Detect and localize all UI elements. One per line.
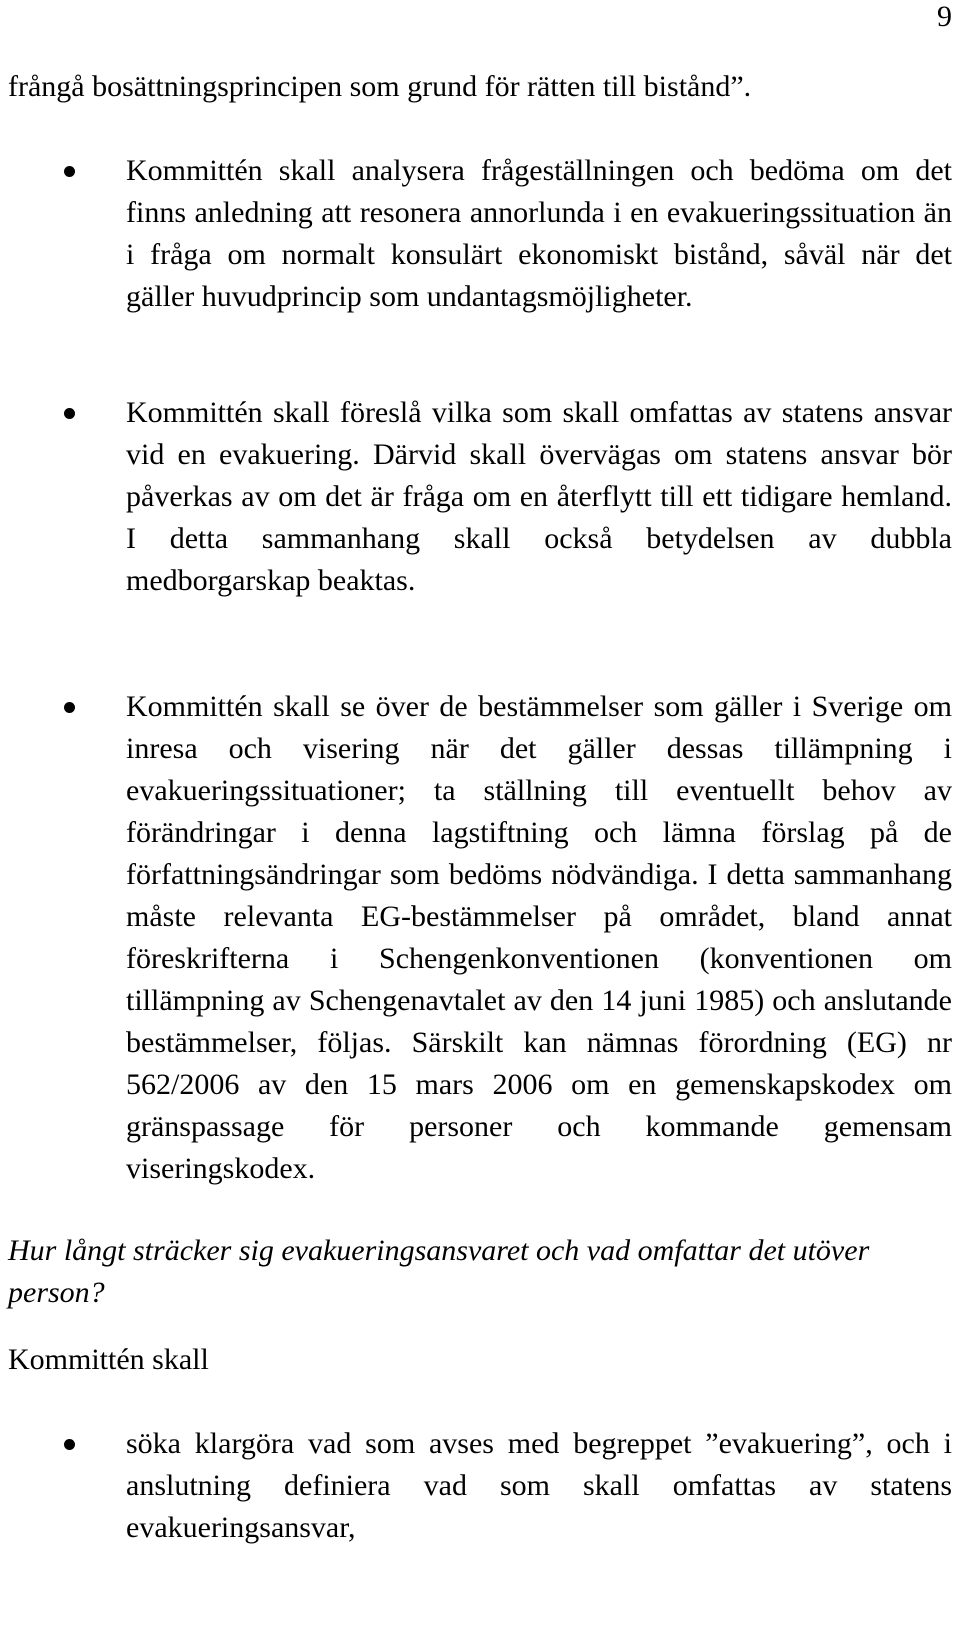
bullet-text: Kommittén skall analysera frågeställningen och bedöma om det finns anledning att resonera annorlunda i en evakueringssituation än i fråga om normalt konsulärt ekonomiskt bistånd, såväl när det gäller huvudprincip som undantagsmöjligheter. [126,154,952,313]
intro-line: frångå bosättningsprincipen som grund för rätten till bistånd”. [8,70,752,103]
bullet-dot-icon [64,166,75,177]
bullet-text: Kommittén skall föreslå vilka som skall omfattas av statens ansvar vid en evakuering. Därvid skall övervägas om statens ansvar bör påverkas av om det är fråga om en återflytt till ett tidigare hemland. I detta sammanhang skall också betydelsen av dubbla medborgarskap beaktas. [126,396,952,597]
bullet-dot-icon [64,408,75,419]
bullet-text: Kommittén skall se över de bestämmelser som gäller i Sverige om inresa och visering när det gäller dessas tillämpning i evakueringssituationer; ta ställning till eventuellt behov av förändringar i denna lagstiftning och lämna förslag på de författningsändringar som bedöms nödvändiga. I detta sammanhang måste relevanta EG-bestämmelser på området, bland annat föreskrifterna i Schengenkonventionen (konventionen om tillämpning av Schengenavtalet av den 14 juni 1985) och anslutande bestämmelser, följas. Särskilt kan nämnas förordning (EG) nr 562/2006 av den 15 mars 2006 om en gemenskapskodex om gränspassage för personer och kommande gemensam viseringskodex. [126,690,952,1185]
section-heading: Hur långt sträcker sig evakueringsansvaret och vad omfattar det utöver person? [8,1234,870,1309]
bullet-dot-icon [64,702,75,713]
bullet-dot-icon [64,1439,75,1450]
lead-in-text: Kommittén skall [8,1343,209,1376]
page-number: 9 [937,0,952,33]
bullet-text: söka klargöra vad som avses med begreppet ”evakuering”, och i anslutning definiera vad som skall omfattas av statens evakueringsansvar, [126,1427,952,1544]
